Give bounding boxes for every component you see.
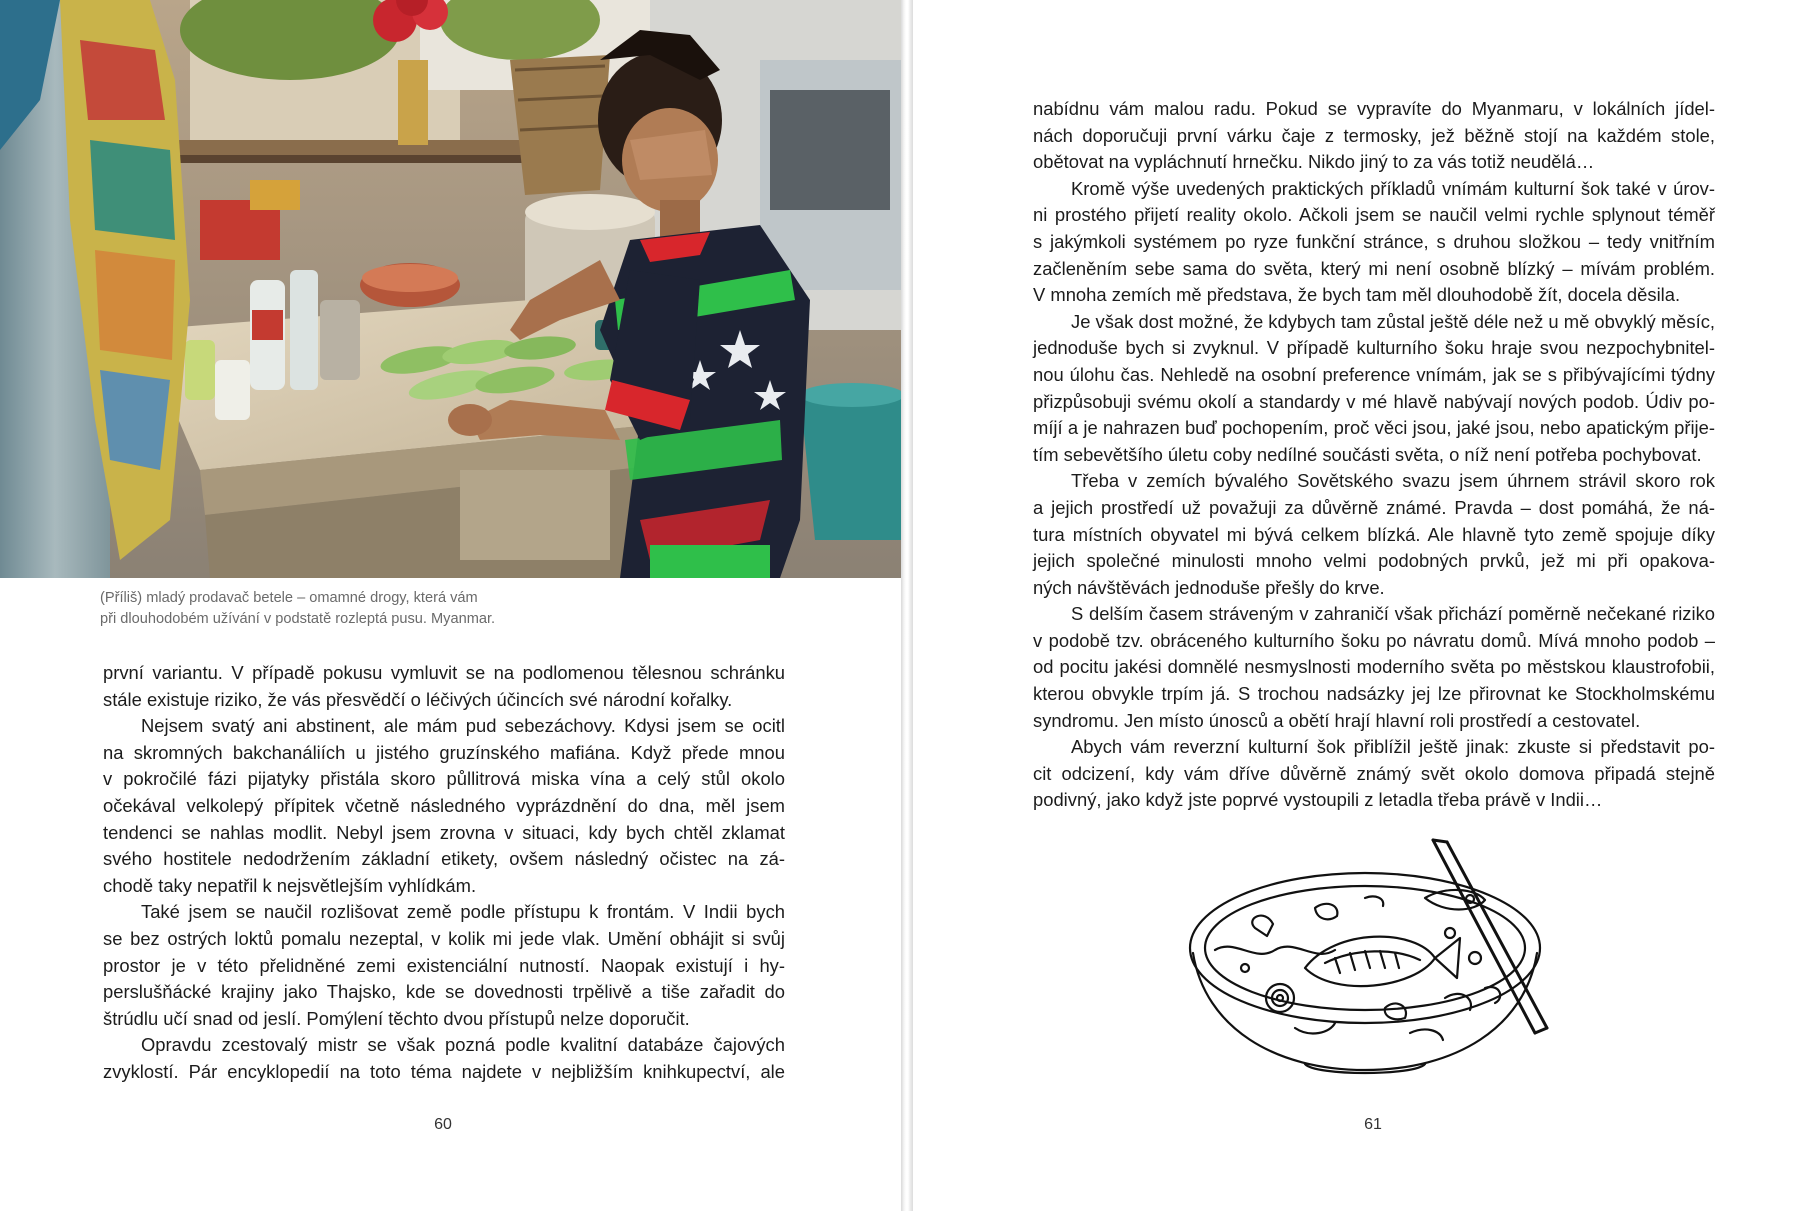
text-line: začleněním sebe sama do světa, který mi není osobně blízký – mívám problém. <box>1033 257 1715 279</box>
text-line: očekával velkolepý přípitek včetně následného vyprázdnění do dna, měl jsem <box>103 794 785 816</box>
text-line: podivný, jako když jste poprvé vystoupili z letadla třeba právě v Indii… <box>1033 789 1603 811</box>
text-line: tím sebevětšího úletu coby nedílné součásti světa, o níž není potřeba pochybovat. <box>1033 443 1702 465</box>
photo-caption <box>100 588 700 630</box>
text-line: Třeba v zemích bývalého Sovětského svazu jsem úhrnem strávil skoro rok <box>1071 470 1715 492</box>
left-page-body <box>103 660 785 1086</box>
text-line: tendenci se nahlas modlit. Nebyl jsem zrovna v situaci, kdy bych chtěl zklamat <box>103 821 785 843</box>
text-line: prostor je v této přelidněné zemi existenciální nutností. Naopak existují i hy- <box>103 954 785 976</box>
caption-line: (Příliš) mladý prodavač betele – omamné drogy, která vám <box>100 590 478 606</box>
text-line: tura místních obyvatel mi bývá celkem blízká. Ale hlavně tyto země spojuje díky <box>1033 523 1715 545</box>
text-line: přizpůsobuji svému okolí a standardy v mé hlavě nabývají nových podob. Údiv po- <box>1033 390 1715 412</box>
text-line: Opravdu zcestovalý mistr se však pozná podle kvalitní databáze čajových <box>141 1034 785 1056</box>
text-line: kterou obvykle trpím já. S trochou nadsázky jej lze přirovnat ke Stockholmskému <box>1033 683 1715 705</box>
text-line: míjí a je nahrazen buď pochopením, proč věci jsou, jaké jsou, nebo apatickým přije- <box>1033 417 1715 439</box>
text-line: S delším časem stráveným v zahraničí však přichází poměrně nečekané riziko <box>1071 603 1715 625</box>
text-line: syndromu. Jen místo únosců a obětí hrají hlavní roli prostředí a cestovatel. <box>1033 709 1641 731</box>
right-page-body <box>1033 96 1715 814</box>
text-line: ných návštěvách jednoduše přešly do krve. <box>1033 576 1385 598</box>
text-line: na skromných bakchanáliích u jistého gruzínského mafiána. Když přede mnou <box>103 741 785 763</box>
text-line: s jakýmkoli systémem po ryze funkční stránce, s druhou složkou – tedy vnitřním <box>1033 230 1715 252</box>
market-photo <box>0 0 903 578</box>
soup-bowl-with-chopsticks-icon <box>1185 838 1565 1088</box>
text-line: Je však dost možné, že kdybych tam zůstal ještě déle než u mě obvyklý měsíc, <box>1071 310 1715 332</box>
text-line: V mnoha zemích mě představa, že bych tam měl dlouhodobě žít, docela děsila. <box>1033 284 1681 306</box>
text-line: v podobě tzv. obráceného kulturního šoku po návratu domů. Mívá mnoho podob – <box>1033 629 1715 651</box>
text-line: zvyklostí. Pár encyklopedií na toto téma najdete v nejbližším knihkupectví, ale <box>103 1060 785 1082</box>
text-line: perslušňácké krajiny jako Thajsko, kde se dovednosti trpělivě a tiše zařadit do <box>103 981 785 1003</box>
page-number-left: 60 <box>434 1116 452 1133</box>
text-line: chodě taky nepatřil k nejsvětlejším vyhlídkám. <box>103 874 477 896</box>
text-line: ni prostého přijetí reality okolo. Ačkoli jsem se naučil velmi rychle splynout téměř <box>1033 204 1715 226</box>
text-line: od pocitu jakési domnělé nesmyslnosti moderního světa po městskou klaustrofobii, <box>1033 656 1715 678</box>
page-number-right: 61 <box>1364 1116 1382 1133</box>
text-line: nabídnu vám malou radu. Pokud se vypravíte do Myanmaru, v lokálních jídel- <box>1033 98 1715 119</box>
text-line: jejich společné minulosti mnoho velmi podobných prvků, jež mi při opakova- <box>1033 550 1715 572</box>
book-gutter <box>901 0 913 1211</box>
text-line: se bez ostrých loktů pomalu nezeptal, v kolik mi jede vlak. Umění obhájit si svůj <box>103 927 785 949</box>
text-line: obětovat na vypláchnutí hrnečku. Nikdo jiný to za vás totiž neudělá… <box>1033 151 1595 173</box>
text-line: nách doporučuji první várku čaje z termosky, jež běžně stojí na každém stole, <box>1033 124 1715 146</box>
text-line: v pokročilé fázi pijatyky přistála skoro půllitrová miska vína a celý stůl okolo <box>103 768 785 790</box>
text-line: štrúdlu učí snad od jeslí. Pomýlení těchto dvou přístupů nelze doporučit. <box>103 1007 690 1029</box>
betel-vendor-image <box>0 0 903 578</box>
text-line: svého hostitele nedodržením základní etikety, ovšem následný očistec na zá- <box>103 848 785 870</box>
text-line: nou úlohu čas. Nehledě na osobní preference vnímám, jak se s přibývajícími týdny <box>1033 363 1715 385</box>
text-line: jednoduše bych si zvyknul. V případě kulturního šoku hraje svou nezpochybnitel- <box>1033 337 1715 359</box>
text-line: Kromě výše uvedených praktických příkladů vnímám kulturní šok také v úrov- <box>1071 177 1715 199</box>
text-line: stále existuje riziko, že vás přesvědčí o léčivých účincích své národní kořalky. <box>103 688 733 710</box>
text-line: Nejsem svatý ani abstinent, ale mám pud sebezáchovy. Kdysi jsem se ocitl <box>141 715 785 737</box>
caption-line: při dlouhodobém užívání v podstatě rozleptá pusu. Myanmar. <box>100 611 496 627</box>
text-line: Také jsem se naučil rozlišovat země podle přístupu k frontám. V Indii bych <box>141 901 785 923</box>
text-line: první variantu. V případě pokusu vymluvit se na podlomenou tělesnou schránku <box>103 662 785 683</box>
text-line: cit odcizení, kdy vám dříve důvěrně známý svět okolo domova připadá stejně <box>1033 762 1715 784</box>
text-line: a jejich prostředí už považuji za důvěrně známé. Pravda – dost pomáhá, že ná- <box>1033 496 1715 518</box>
text-line: Abych vám reverzní kulturní šok přiblížil ještě jinak: zkuste si představit po- <box>1071 736 1715 758</box>
